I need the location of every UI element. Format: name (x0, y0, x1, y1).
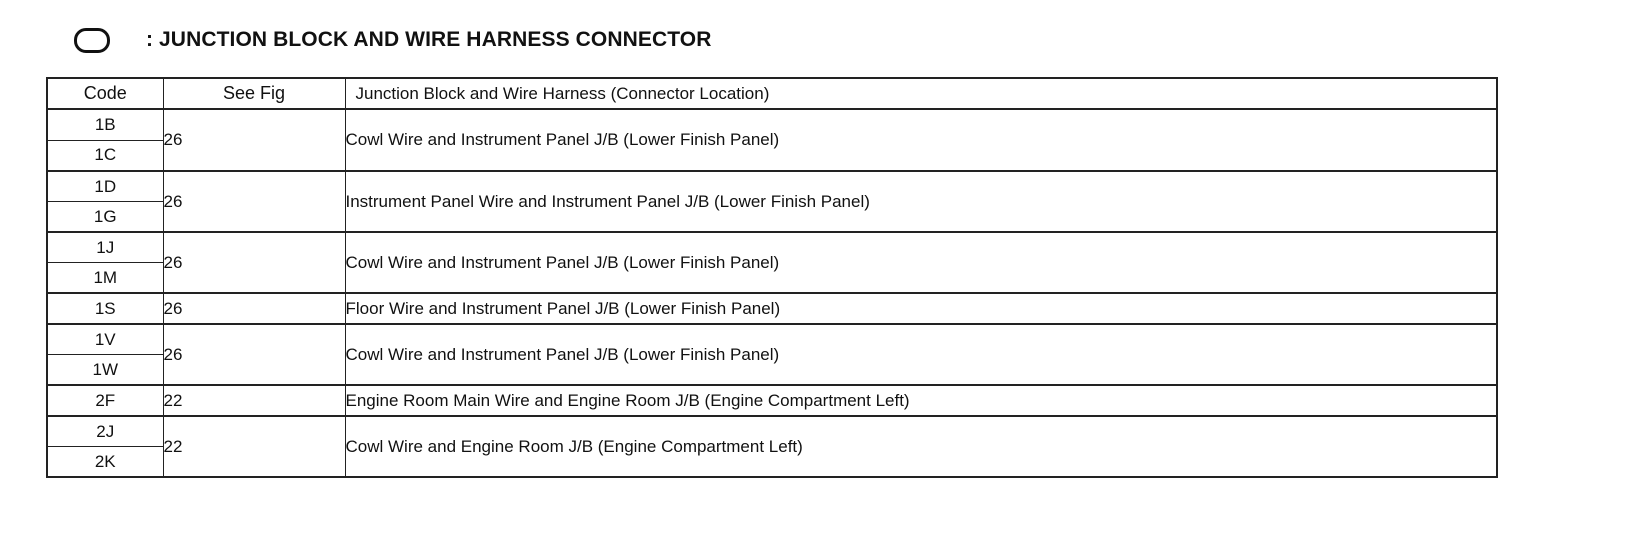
code-cell: 1W (47, 355, 163, 386)
column-header-code: Code (47, 78, 163, 109)
location-cell: Floor Wire and Instrument Panel J/B (Lower Finish Panel) (345, 293, 1497, 324)
table-row (47, 171, 1497, 202)
table-body (47, 109, 1497, 477)
code-cell: 1B (47, 109, 163, 140)
table-row (47, 232, 1497, 263)
code-cell: 1M (47, 263, 163, 294)
fig-cell: 26 (163, 324, 345, 385)
table-row (47, 324, 1497, 355)
rounded-rectangle-legend-icon (74, 28, 110, 53)
legend-heading (74, 22, 711, 58)
connector-table (46, 77, 1498, 478)
code-cell: 1V (47, 324, 163, 355)
code-cell: 1D (47, 171, 163, 202)
table-header-row (47, 78, 1497, 109)
code-cell: 1C (47, 140, 163, 171)
fig-cell: 26 (163, 232, 345, 293)
fig-cell: 22 (163, 416, 345, 477)
location-cell: Cowl Wire and Engine Room J/B (Engine Compartment Left) (345, 416, 1497, 477)
code-cell: 1S (47, 293, 163, 324)
table-row (47, 416, 1497, 447)
fig-cell: 22 (163, 385, 345, 416)
fig-cell: 26 (163, 171, 345, 232)
code-cell: 2J (47, 416, 163, 447)
location-cell: Engine Room Main Wire and Engine Room J/B (Engine Compartment Left) (345, 385, 1497, 416)
location-cell: Cowl Wire and Instrument Panel J/B (Lower Finish Panel) (345, 232, 1497, 293)
column-header-location: Junction Block and Wire Harness (Connector Location) (345, 78, 1497, 109)
location-cell: Instrument Panel Wire and Instrument Panel J/B (Lower Finish Panel) (345, 171, 1497, 232)
fig-cell: 26 (163, 293, 345, 324)
column-header-see-fig: See Fig (163, 78, 345, 109)
fig-cell: 26 (163, 109, 345, 171)
table-row (47, 109, 1497, 140)
code-cell: 1G (47, 202, 163, 233)
table-row (47, 293, 1497, 324)
code-cell: 2K (47, 447, 163, 478)
location-cell: Cowl Wire and Instrument Panel J/B (Lower Finish Panel) (345, 109, 1497, 171)
location-cell: Cowl Wire and Instrument Panel J/B (Lower Finish Panel) (345, 324, 1497, 385)
heading-title: : JUNCTION BLOCK AND WIRE HARNESS CONNECTOR (146, 28, 712, 51)
code-cell: 1J (47, 232, 163, 263)
table-row (47, 385, 1497, 416)
code-cell: 2F (47, 385, 163, 416)
